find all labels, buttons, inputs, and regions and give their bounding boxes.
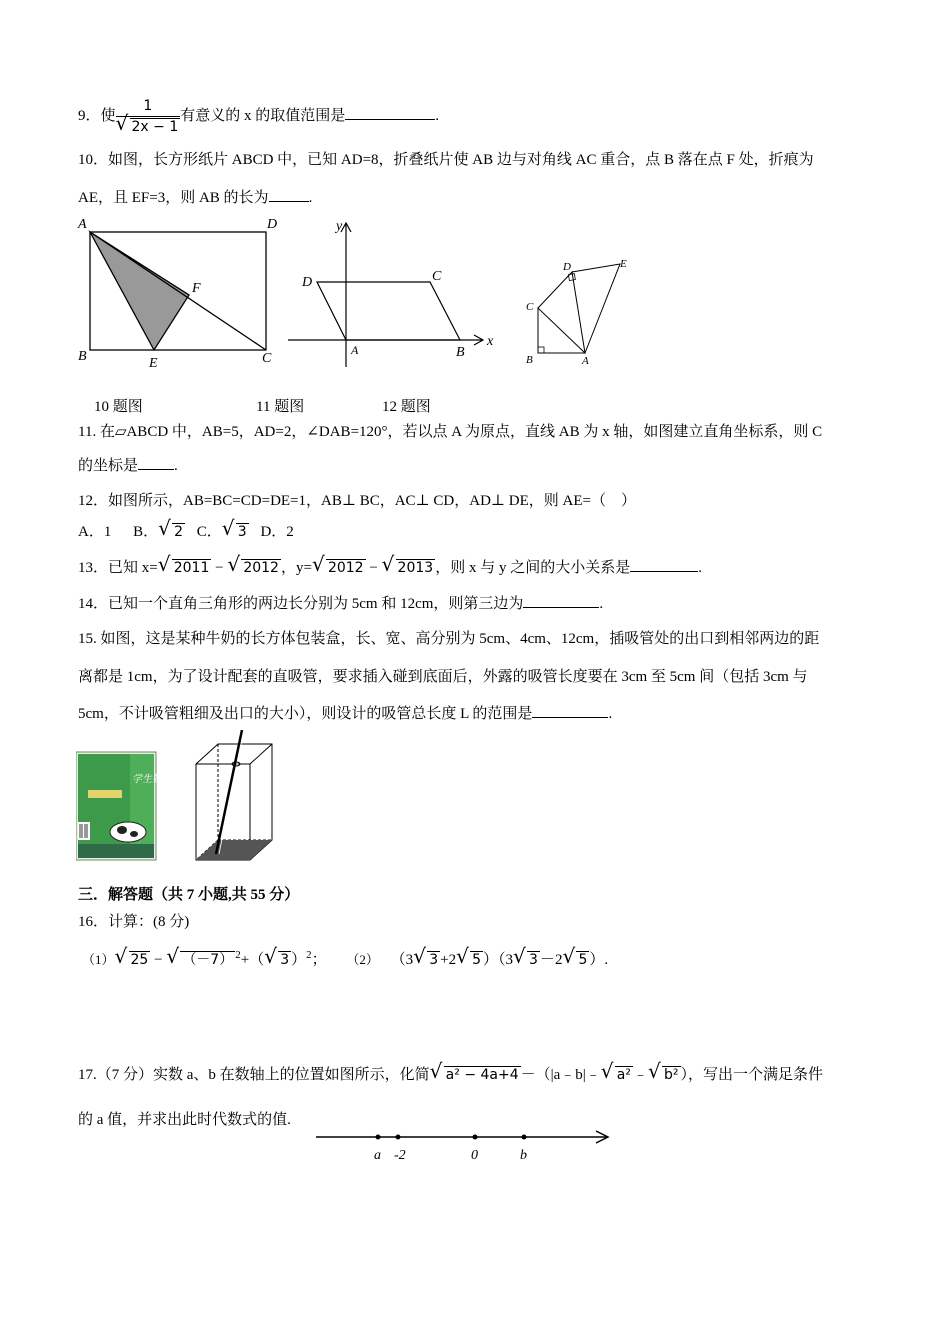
label-b: B xyxy=(78,349,87,364)
triangle-abc xyxy=(538,308,585,353)
label-b: b xyxy=(520,1148,527,1163)
answer-blank[interactable] xyxy=(345,119,435,120)
point-b xyxy=(522,1135,527,1140)
sqrt-icon: √ xyxy=(158,516,171,540)
point-minus-2 xyxy=(396,1135,401,1140)
sqrt-icon: √ xyxy=(562,944,576,968)
answer-blank[interactable] xyxy=(138,469,174,470)
figure-12 xyxy=(526,258,627,367)
label-d: D xyxy=(563,261,571,273)
question-14: 14．已知一个直角三角形的两边长分别为 5cm 和 12cm，则第三边为 . xyxy=(78,596,604,612)
right-angle-b xyxy=(538,347,544,353)
question-17-line1: 17.（7 分）实数 a、b 在数轴上的位置如图所示，化简 √ a² − 4a+4 －（|a﹣b|﹣ √ a² ﹣ √ b² ），写出一个满足条件 xyxy=(78,1059,824,1083)
caption-10: 10 题图 xyxy=(94,399,143,415)
number-line xyxy=(310,1125,620,1170)
milk-box-photo xyxy=(76,752,163,860)
label-b: B xyxy=(456,345,465,360)
sqrt-icon: √ xyxy=(311,552,325,576)
sqrt-icon: √ xyxy=(115,111,129,135)
sqrt-icon: √ xyxy=(114,944,128,968)
right-angle-d xyxy=(568,274,575,281)
sqrt-icon: √ xyxy=(429,1059,443,1083)
caption-11: 11 题图 xyxy=(256,399,305,415)
label-c: C xyxy=(526,301,534,313)
option-b[interactable]: B． √ 2 xyxy=(133,516,184,540)
option-c[interactable]: C． √ 3 xyxy=(196,516,247,540)
sqrt-icon: √ xyxy=(227,552,241,576)
figure-11 xyxy=(288,219,494,367)
box-brand: 学生奶 xyxy=(132,774,162,785)
box-with-straw-diagram xyxy=(196,730,272,860)
label-minus-2: -2 xyxy=(394,1148,406,1163)
label-d: D xyxy=(302,275,313,290)
question-15-line2: 离都是 1cm，为了设计配套的直吸管，要求插入碰到底面后，外露的吸管长度要在 3cm 至 5cm 间（包括 3cm 与 xyxy=(78,669,808,685)
sqrt-icon: √ xyxy=(166,944,180,968)
question-16-parts: （1） √ 25 − √ （－7） $^2$+（ √ 3 ）$^2$； （2） （3 √ 3 +2 √ 5 ）（3 √ 3 －2 √ 5 ）. xyxy=(82,944,609,968)
straw xyxy=(216,730,242,854)
answer-blank[interactable] xyxy=(269,201,309,202)
figure-10 xyxy=(77,217,277,371)
question-12: 12．如图所示，AB=BC=CD=DE=1，AB⊥ BC，AC⊥ CD，AD⊥ DE，则 AE=（ ） xyxy=(78,493,636,509)
question-11-line1: 11. 在▱ABCD 中，AB=5，AD=2，∠DAB=120°，若以点 A 为原点，直线 AB 为 x 轴，如图建立直角坐标系，则 C xyxy=(78,424,823,440)
figures-row xyxy=(70,212,650,382)
label-c: C xyxy=(262,351,272,366)
label-b: B xyxy=(526,354,533,366)
label-a: A xyxy=(78,217,87,232)
cow-icon xyxy=(110,822,146,842)
triangle-ade xyxy=(572,264,620,353)
label-x: x xyxy=(487,334,494,349)
section-title: 三．解答题（共 7 小题,共 55 分） xyxy=(78,887,300,903)
question-15-line1: 15. 如图，这是某种牛奶的长方体包装盒，长、宽、高分别为 5cm、4cm、12cm，插吸管处的出口到相邻两边的距 xyxy=(78,631,820,647)
label-d: D xyxy=(267,217,278,232)
sqrt-icon: √ xyxy=(221,516,235,540)
question-17-line2: 的 a 值，并求出此时代数式的值. xyxy=(78,1112,291,1128)
point-zero xyxy=(473,1135,478,1140)
question-11-line2: 的坐标是 . xyxy=(78,458,178,474)
label-e: E xyxy=(620,258,627,270)
label-c: C xyxy=(432,269,442,284)
answer-blank[interactable] xyxy=(532,717,608,718)
question-9: 9．使 1 √ 2x − 1 有意义的 x 的取值范围是 . xyxy=(78,98,440,135)
label-y: y xyxy=(336,219,343,234)
sqrt-icon: √ xyxy=(513,944,526,968)
triangle-acd xyxy=(538,272,585,353)
sqrt-icon: √ xyxy=(413,944,426,968)
label-f: F xyxy=(192,281,201,296)
sqrt-icon: √ xyxy=(381,552,395,576)
question-10-line2: AE，且 EF=3，则 AB 的长为 . xyxy=(78,190,313,206)
sqrt-icon: √ xyxy=(157,552,171,576)
question-13: 13．已知 x= √ 2011 − √ 2012 ，y= √ 2012 − √ 2013 ，则 x 与 y 之间的大小关系是 . xyxy=(78,552,702,576)
answer-blank[interactable] xyxy=(630,571,698,572)
answer-blank[interactable] xyxy=(523,607,599,608)
diagonal-ac xyxy=(90,232,266,350)
point-a xyxy=(376,1135,381,1140)
parallelogram-abcd xyxy=(317,282,460,340)
sqrt-icon: √ xyxy=(456,944,469,968)
question-15-line3: 5cm，不计吸管粗细及出口的大小），则设计的吸管总长度 L 的范围是 . xyxy=(78,706,613,722)
option-a[interactable]: A．1 xyxy=(78,524,112,540)
fraction: 1 √ 2x − 1 xyxy=(115,98,179,135)
option-d[interactable]: D．2 xyxy=(260,524,294,540)
caption-12: 12 题图 xyxy=(382,399,431,415)
sqrt-icon: √ xyxy=(264,944,277,968)
question-16-title: 16．计算：(8 分) xyxy=(78,914,190,930)
milk-figures xyxy=(76,730,276,865)
label-a: a xyxy=(374,1148,381,1163)
sqrt-icon: √ xyxy=(648,1059,661,1083)
triangle-aef xyxy=(90,232,189,350)
question-12-options xyxy=(78,516,294,542)
label-a: A xyxy=(582,355,589,367)
sqrt-icon: √ xyxy=(600,1059,614,1083)
label-e: E xyxy=(149,356,158,371)
question-10-line1: 10．如图，长方形纸片 ABCD 中，已知 AD=8，折叠纸片使 AB 边与对角线 AC 重合，点 B 落在点 F 处，折痕为 xyxy=(78,152,814,168)
label-a: A xyxy=(351,343,359,357)
label-zero: 0 xyxy=(471,1148,478,1163)
